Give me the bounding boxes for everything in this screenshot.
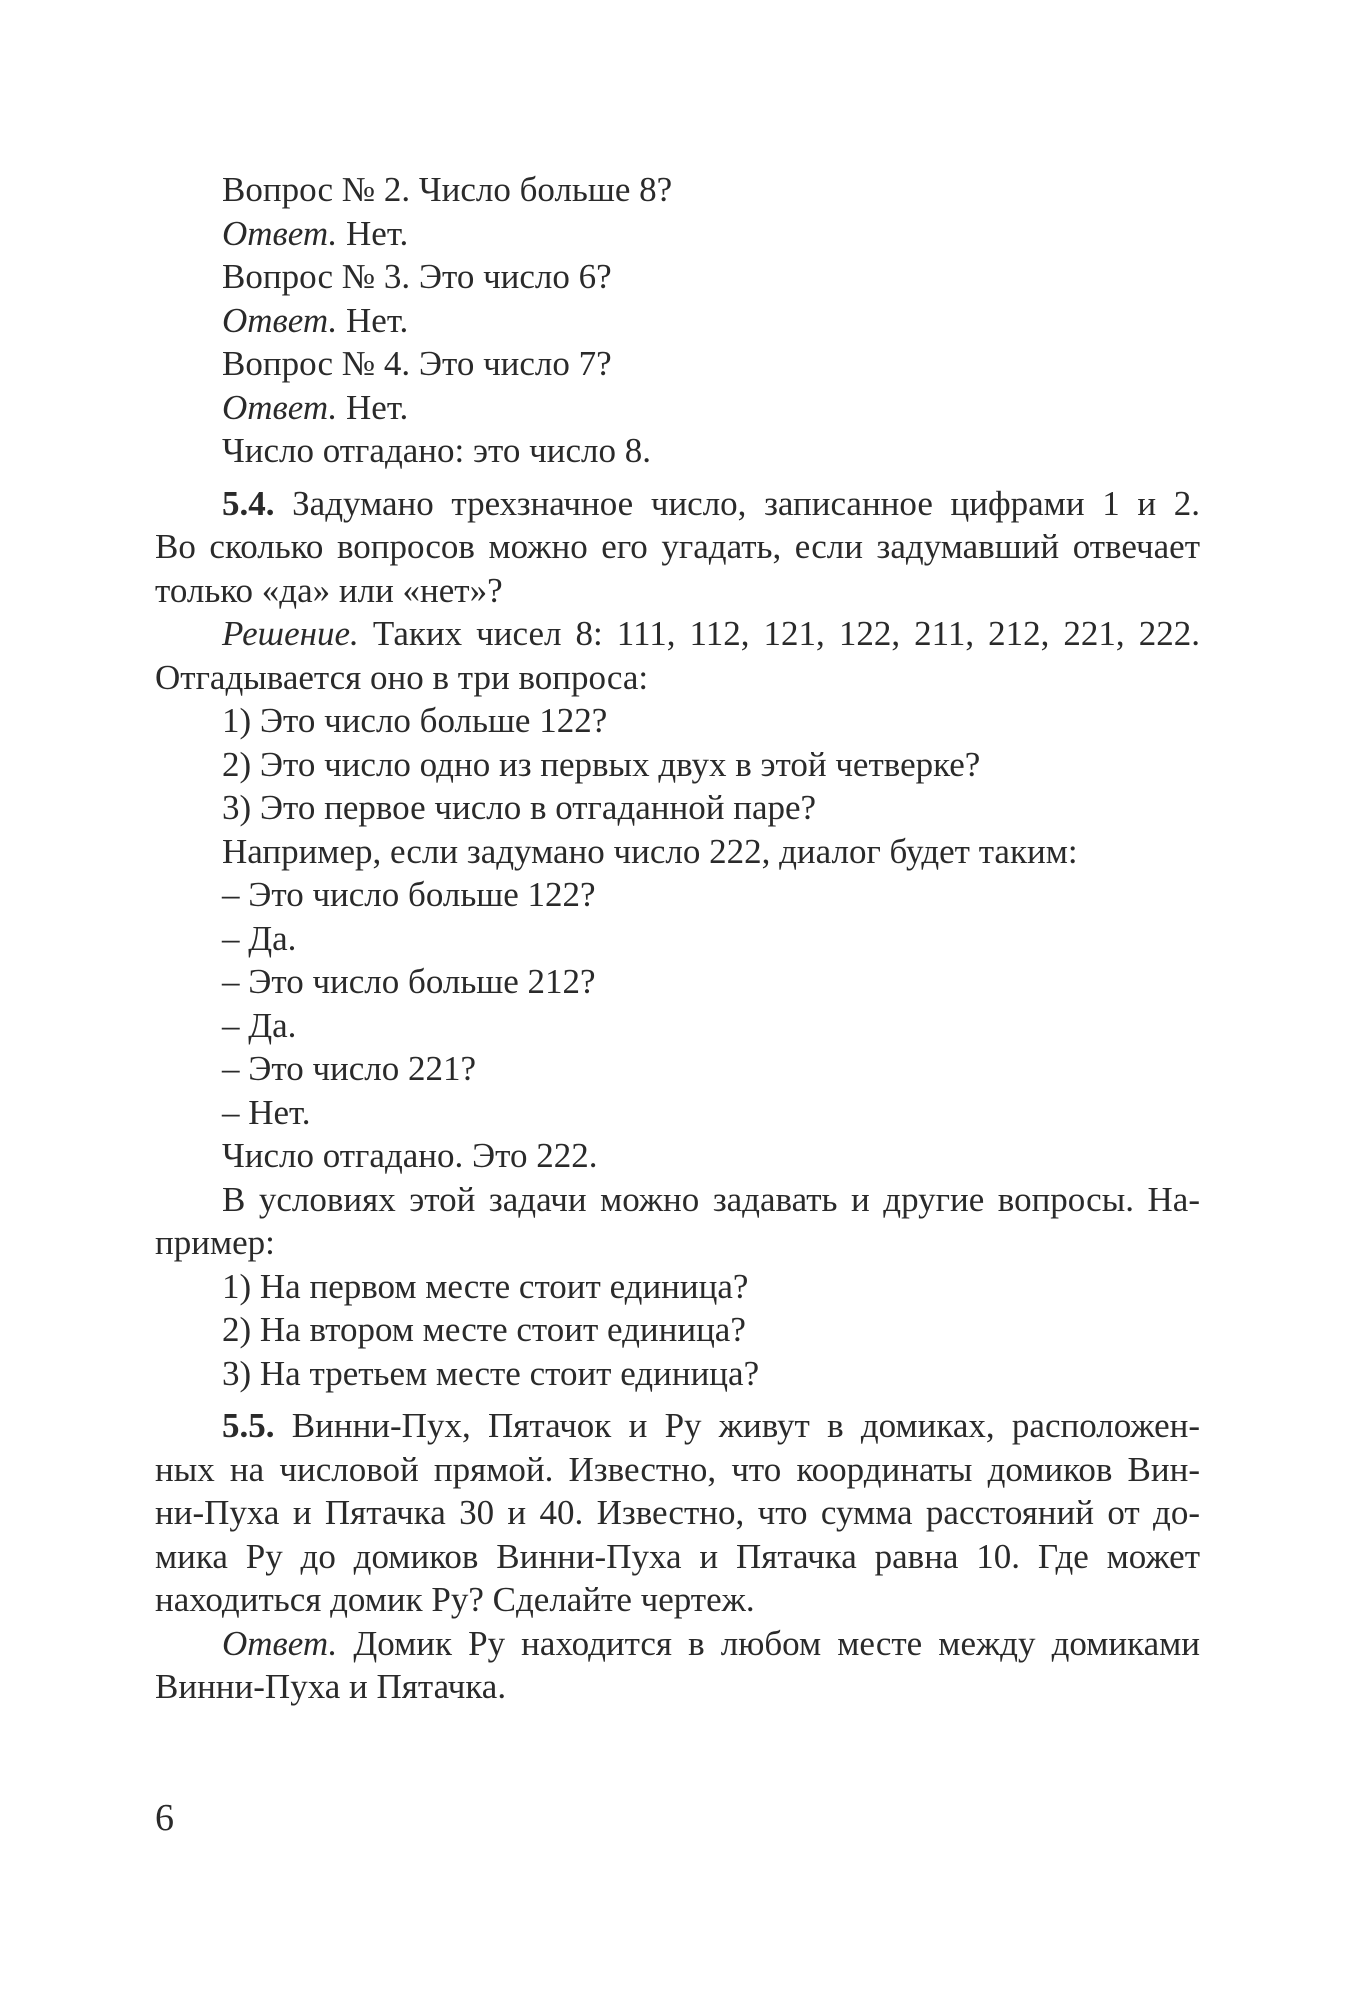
problem-5-5-line-4: мика Ру до домиков Винни-Пуха и Пятачка равна 10. Где может: [155, 1536, 1200, 1576]
problem-5-4-line-3: только «да» или «нет»?: [155, 570, 503, 610]
dialog-line-2: – Да.: [222, 918, 297, 958]
other-question-1: 1) На первом месте стоит единица?: [222, 1266, 749, 1306]
answer-4: [155, 386, 1200, 430]
answer-label: Ответ.: [222, 213, 338, 253]
dialog-result: Число отгадано: это число 8.: [222, 431, 651, 470]
answer-label: Ответ.: [222, 1623, 338, 1663]
problem-5-5-line-1: [155, 1404, 1200, 1448]
problem-text: Винни-Пух, Пятачок и Ру живут в домиках, расположен-: [274, 1406, 1200, 1445]
answer-text: Нет.: [337, 300, 409, 340]
problem-5-4-line-1: [155, 482, 1200, 526]
dialog-line-4: – Да.: [222, 1005, 297, 1045]
dialog-line-1: – Это число больше 122?: [222, 875, 596, 914]
problem-5-5-line-3: ни-Пуха и Пятачка 30 и 40. Известно, что сумма расстояний от до-: [155, 1493, 1200, 1532]
example-intro: Например, если задумано число 222, диалог будет таким:: [222, 831, 1078, 871]
solution-line-1: [155, 612, 1200, 656]
problem-number: 5.5.: [222, 1406, 275, 1445]
other-question-2: 2) На втором месте стоит единица?: [222, 1310, 746, 1349]
answer-text: Нет.: [337, 213, 409, 253]
answer-3: [155, 299, 1200, 343]
dialog-line-3: – Это число больше 212?: [222, 962, 596, 1001]
problem-5-5-answer-1: [155, 1622, 1200, 1666]
answer-label: Ответ.: [222, 300, 338, 340]
problem-5-5-answer-2: Винни-Пуха и Пятачка.: [155, 1667, 507, 1706]
problem-number: 5.4.: [222, 483, 275, 523]
other-question-3: 3) На третьем месте стоит единица?: [222, 1353, 760, 1393]
answer-2: [155, 212, 1200, 256]
problem-5-4-line-2: Во сколько вопросов можно его угадать, если задумавший отвечает: [155, 527, 1200, 566]
question-3: Вопрос № 3. Это число 6?: [222, 257, 612, 296]
problem-text: Задумано трехзначное число, записанное цифрами 1 и 2.: [274, 483, 1200, 523]
question-4: Вопрос № 4. Это число 7?: [222, 344, 612, 383]
other-questions-intro-1: В условиях этой задачи можно задавать и другие вопросы. На-: [222, 1179, 1200, 1219]
solution-label: Решение.: [222, 614, 359, 653]
other-questions-intro-2: пример:: [155, 1223, 275, 1262]
answer-text: Домик Ру находится в любом месте между домиками: [337, 1623, 1200, 1663]
solution-text: Таких чисел 8: 111, 112, 121, 122, 211, 212, 221, 222.: [358, 614, 1200, 653]
page-body: [155, 168, 1200, 1709]
problem-5-5-line-5: находиться домик Ру? Сделайте чертеж.: [155, 1580, 755, 1619]
dialog-line-5: – Это число 221?: [222, 1049, 477, 1088]
example-result: Число отгадано. Это 222.: [222, 1136, 598, 1175]
answer-text: Нет.: [337, 387, 409, 427]
question-2: Вопрос № 2. Число больше 8?: [222, 170, 673, 209]
problem-5-5-line-2: ных на числовой прямой. Известно, что координаты домиков Вин-: [155, 1449, 1200, 1489]
solution-line-2: Отгадывается оно в три вопроса:: [155, 657, 649, 697]
solution-question-1: 1) Это число больше 122?: [222, 701, 608, 740]
dialog-line-6: – Нет.: [222, 1092, 311, 1132]
page-number: 6: [155, 1797, 174, 1839]
solution-question-3: 3) Это первое число в отгаданной паре?: [222, 788, 817, 827]
answer-label: Ответ.: [222, 387, 338, 427]
solution-question-2: 2) Это число одно из первых двух в этой четверке?: [222, 744, 981, 784]
